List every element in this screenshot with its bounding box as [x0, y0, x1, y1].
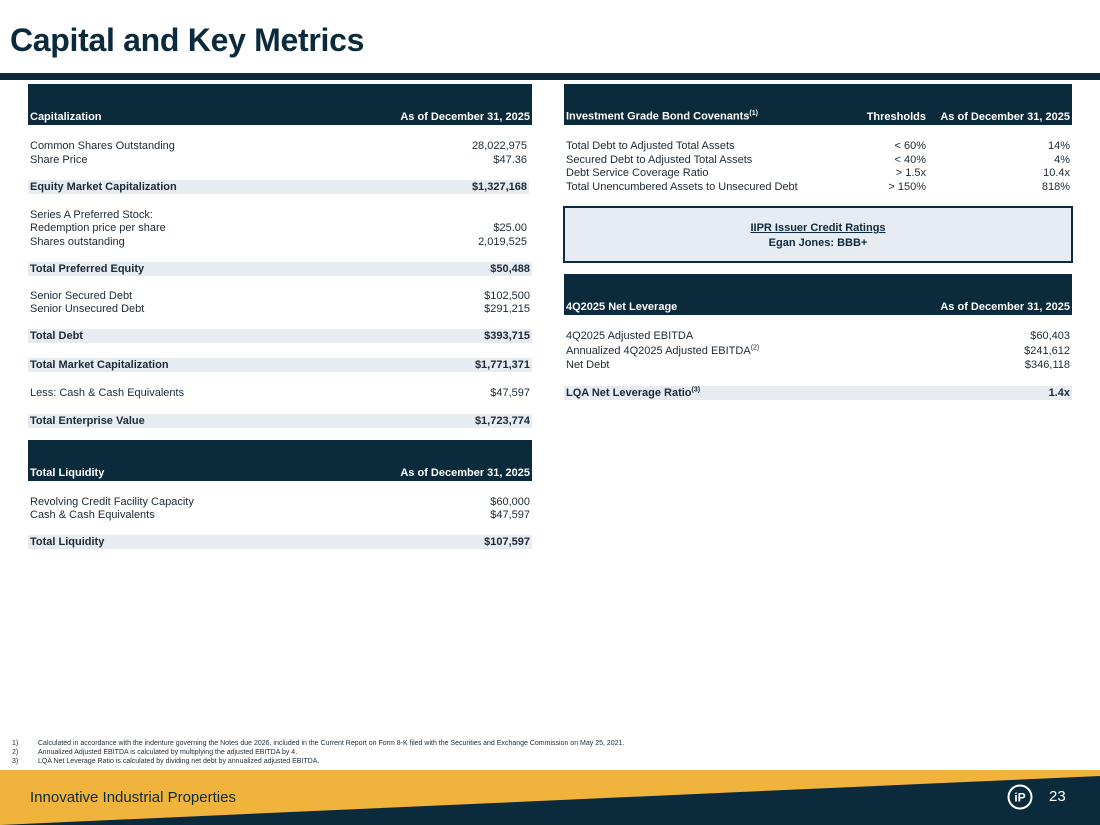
row-value: 10.4x [1043, 167, 1070, 179]
row-value: 1.4x [1048, 387, 1070, 399]
lev-row-net-debt [564, 358, 1072, 372]
row-label-text: LQA Net Leverage Ratio [566, 387, 692, 399]
row-value: 14% [1047, 140, 1070, 152]
company-name: Innovative Industrial Properties [30, 789, 236, 806]
capitalization-header [28, 84, 532, 125]
footnote-text: Annualized Adjusted EBITDA is calculated by multiplying the adjusted EBITDA by 4. [38, 749, 298, 756]
footnote-number: 3) [12, 758, 19, 765]
liq-row-total [28, 535, 532, 549]
row-value: $47.36 [493, 154, 527, 166]
row-value: $241,612 [1024, 345, 1070, 357]
cap-row-total-preferred [28, 262, 532, 276]
row-value: $102,500 [484, 290, 530, 302]
cov-row-unencumbered [564, 180, 1072, 194]
liquidity-header [28, 440, 532, 481]
row-threshold: < 60% [894, 140, 926, 152]
row-value: $50,488 [490, 263, 530, 275]
row-label: Total Enterprise Value [30, 415, 145, 427]
cap-row-equity-market-cap [28, 180, 529, 194]
row-label: Less: Cash & Cash Equivalents [30, 387, 185, 399]
row-value: $346,118 [1024, 359, 1070, 371]
row-value: $1,723,774 [474, 415, 530, 427]
covenants-header-label [566, 110, 758, 123]
footnote-ref: (3) [691, 386, 701, 394]
row-label: Redemption price per share [30, 222, 166, 234]
row-value: $25.00 [493, 222, 527, 234]
row-value: $47,597 [490, 387, 530, 399]
cap-row-senior-secured [28, 289, 532, 303]
cov-row-dscr [564, 166, 1072, 180]
title-divider [0, 73, 1100, 80]
row-value: $47,597 [490, 509, 530, 521]
cap-row-common-shares [28, 139, 529, 153]
logo-text: iP [1014, 790, 1026, 805]
cap-row-redemption-price [28, 221, 529, 235]
row-label: Total Preferred Equity [30, 263, 145, 275]
cap-row-senior-unsecured [28, 302, 532, 316]
row-label [566, 329, 693, 343]
footnote-text: Calculated in accordance with the indenture governing the Notes due 2026, included in the Current Report on Form 8-K filed with the Securities and Exchange Commission on May 25, 2021. [38, 740, 625, 747]
row-label: Common Shares Outstanding [30, 140, 175, 152]
row-value: 4% [1054, 154, 1070, 166]
leverage-header-date: As of December 31, 2025 [940, 301, 1070, 313]
page-title: Capital and Key Metrics [10, 22, 365, 58]
row-value: $1,327,168 [471, 181, 527, 193]
row-label [566, 358, 609, 372]
row-label: Debt Service Coverage Ratio [566, 167, 709, 179]
leverage-header-label: 4Q2025 Net Leverage [566, 301, 678, 313]
row-label: Total Debt [30, 330, 83, 342]
liq-row-revolver [28, 495, 532, 509]
liquidity-header-label: Total Liquidity [30, 467, 105, 479]
lev-row-lqa-ratio [564, 386, 1072, 400]
cap-row-shares-outstanding [28, 235, 529, 249]
credit-ratings-line: Egan Jones: BBB+ [768, 237, 868, 249]
covenants-header [564, 84, 1072, 125]
row-value: $1,771,371 [474, 359, 530, 371]
row-label: Senior Unsecured Debt [30, 303, 145, 315]
cap-row-total-market-cap [28, 358, 532, 372]
row-threshold: > 150% [888, 181, 926, 193]
capitalization-header-label: Capitalization [30, 111, 102, 123]
row-value: $107,597 [484, 536, 530, 548]
row-threshold: < 40% [894, 154, 926, 166]
row-label: Total Unencumbered Assets to Unsecured Debt [566, 181, 798, 193]
row-value: $60,403 [1030, 330, 1070, 342]
page-number: 23 [1049, 788, 1066, 805]
row-label: Revolving Credit Facility Capacity [30, 496, 194, 508]
row-label: Cash & Cash Equivalents [30, 509, 155, 521]
liq-row-cash [28, 508, 532, 522]
row-label: Total Market Capitalization [30, 359, 169, 371]
footnote-text: LQA Net Leverage Ratio is calculated by dividing net debt by annualized adjusted EBITDA. [38, 758, 320, 765]
cap-row-total-debt [28, 329, 532, 343]
row-value: $393,715 [484, 330, 530, 342]
row-label: Share Price [30, 154, 88, 166]
footnote-ref: (2) [750, 344, 760, 352]
cov-row-total-debt [564, 139, 1072, 153]
credit-ratings-title: IIPR Issuer Credit Ratings [750, 222, 886, 234]
row-label: Shares outstanding [30, 236, 125, 248]
row-value: $60,000 [490, 496, 530, 508]
row-threshold: > 1.5x [895, 167, 926, 179]
row-value: 818% [1041, 181, 1070, 193]
capitalization-header-date: As of December 31, 2025 [400, 111, 530, 123]
footnote-number: 2) [12, 749, 19, 756]
footnote-ref: (1) [749, 110, 758, 118]
row-label: Series A Preferred Stock: [30, 209, 153, 221]
row-value: 28,022,975 [471, 140, 527, 152]
row-label: Secured Debt to Adjusted Total Assets [566, 154, 753, 166]
cap-row-less-cash [28, 386, 532, 400]
cov-row-secured-debt [564, 153, 1072, 167]
row-label-text: Annualized 4Q2025 Adjusted EBITDA [566, 345, 751, 357]
company-logo-icon [1007, 784, 1033, 810]
cap-row-series-a [28, 208, 529, 222]
row-value: 2,019,525 [478, 236, 527, 248]
covenants-thresholds-header: Thresholds [866, 111, 926, 123]
leverage-header [564, 274, 1072, 315]
cap-row-total-enterprise-value [28, 414, 532, 428]
liquidity-header-date: As of December 31, 2025 [400, 467, 530, 479]
row-label: Senior Secured Debt [30, 290, 133, 302]
row-value: $291,215 [484, 303, 530, 315]
covenants-date-header: As of December 31, 2025 [940, 111, 1070, 123]
row-label: Equity Market Capitalization [30, 181, 177, 193]
row-label [566, 344, 759, 358]
row-label [566, 386, 700, 400]
covenants-header-text: Investment Grade Bond Covenants [566, 111, 750, 123]
credit-ratings-box [563, 206, 1073, 263]
row-label-text: Net Debt [566, 359, 610, 371]
cap-row-share-price [28, 153, 529, 167]
lev-row-adj-ebitda [564, 329, 1072, 343]
footnote-number: 1) [12, 740, 19, 747]
lev-row-annualized-ebitda [564, 344, 1072, 358]
row-label: Total Liquidity [30, 536, 105, 548]
row-label-text: 4Q2025 Adjusted EBITDA [566, 330, 694, 342]
row-label: Total Debt to Adjusted Total Assets [566, 140, 735, 152]
